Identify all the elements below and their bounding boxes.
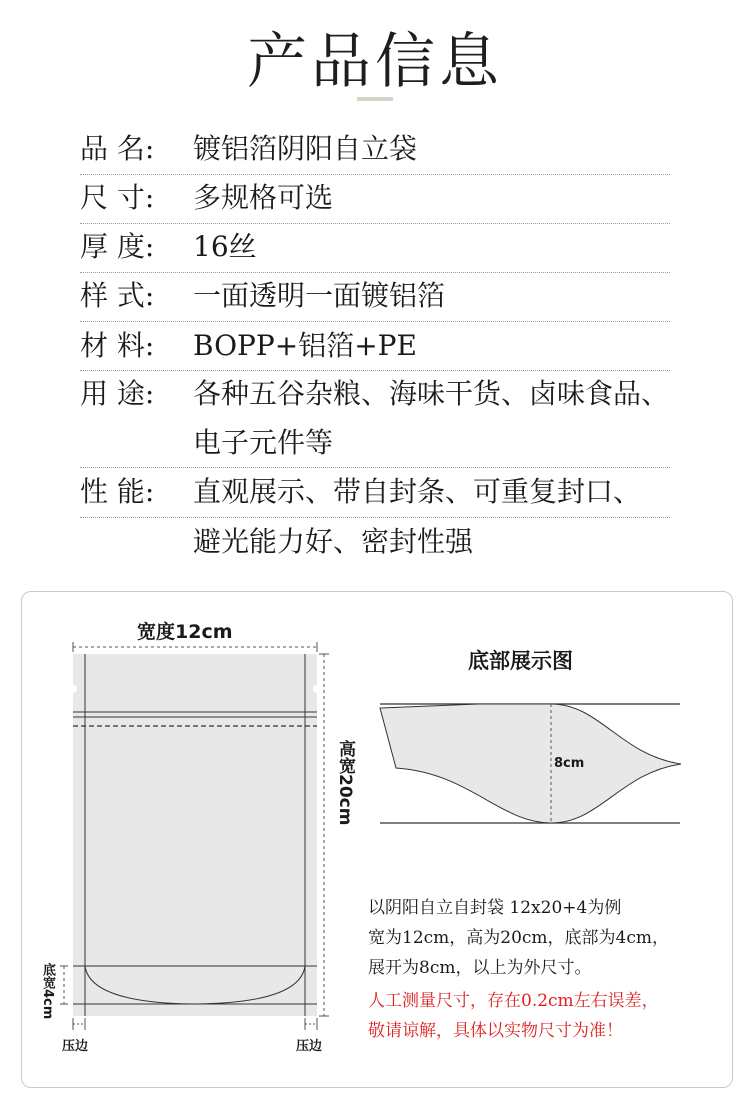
spec-value-cont: 电子元件等 (193, 426, 334, 459)
warning-line: 人工测量尺寸，存在0.2cm左右误差， (368, 991, 659, 1011)
spec-value: 一面透明一面镀铝箔 (193, 279, 446, 312)
spec-label: 用 途: (80, 377, 155, 410)
spec-value-cont: 避光能力好、密封性强 (193, 525, 474, 558)
spec-value: 16丝 (193, 230, 257, 263)
width-label: 宽度12cm (137, 621, 233, 643)
bottom-view-shape (380, 704, 681, 823)
spec-value: 镀铝箔阴阳自立袋 (193, 132, 418, 165)
warning-line: 敬请谅解，具体以实物尺寸为准！ (368, 1021, 623, 1041)
height-label: 高宽20cm (335, 740, 355, 826)
spec-value: 各种五谷杂粮、海味干货、卤味食品、 (193, 377, 670, 410)
bag-outline (73, 654, 317, 1016)
spec-label: 厚 度: (80, 230, 155, 263)
note-line: 宽为12cm，高为20cm，底部为4cm， (368, 928, 670, 948)
spec-value: 直观展示、带自封条、可重复封口、 (193, 475, 642, 508)
press-edge-label-left: 压边 (62, 1039, 89, 1054)
spec-label: 性 能: (80, 475, 155, 508)
press-edge-label-right: 压边 (296, 1039, 323, 1054)
bottom-width-label: 底宽4cm (40, 963, 55, 1020)
spec-value: 多规格可选 (193, 181, 334, 214)
spec-label: 品 名: (80, 132, 155, 165)
spec-label: 尺 寸: (80, 181, 155, 214)
note-line: 以阴阳自立自封袋 12x20+4为例 (368, 898, 622, 918)
page-title: 产品信息 (247, 27, 503, 97)
spec-label: 样 式: (80, 279, 155, 312)
spec-value: BOPP+铝箔+PE (193, 329, 417, 362)
note-line: 展开为8cm，以上为外尺寸。 (368, 958, 592, 978)
height-label-wrap (333, 740, 355, 840)
tear-notch-left (69, 685, 77, 693)
spec-label: 材 料: (80, 329, 155, 362)
tear-notch-right (313, 685, 321, 693)
bottom-depth-label: 8cm (554, 756, 585, 771)
bottom-view-title: 底部展示图 (468, 649, 573, 673)
